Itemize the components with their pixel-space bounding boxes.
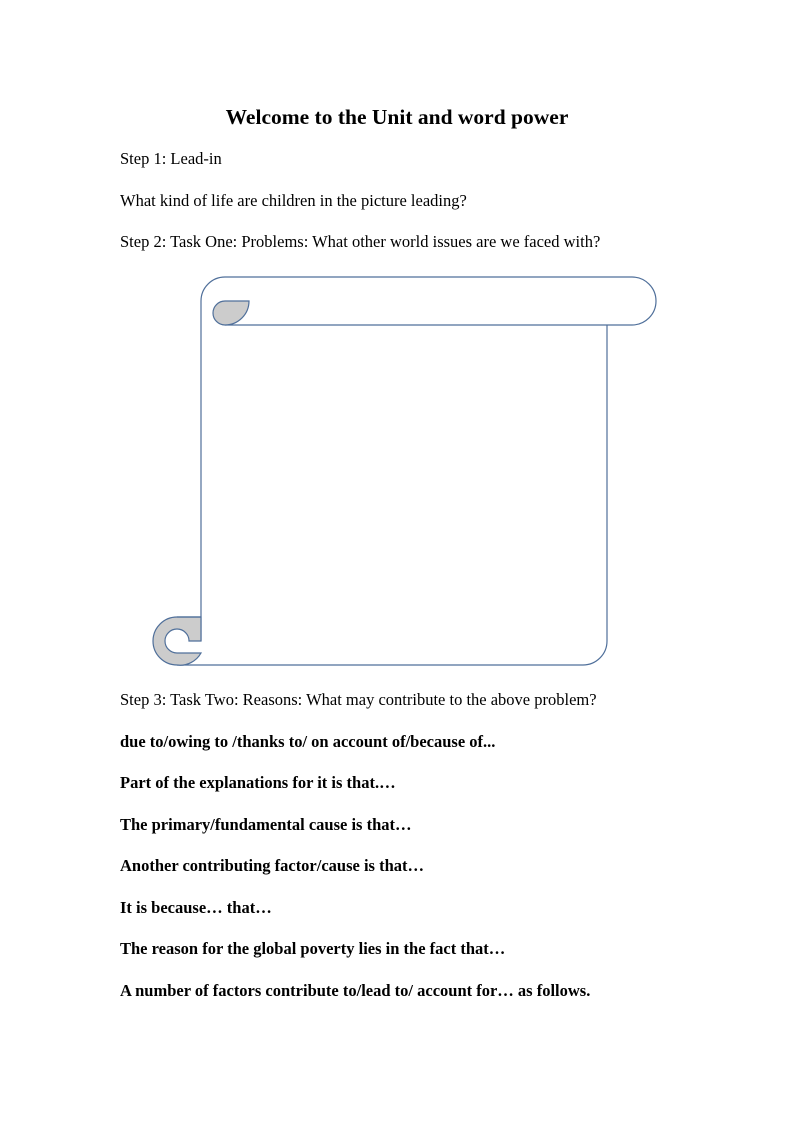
scroll-top-roll <box>225 277 656 325</box>
step1-question: What kind of life are children in the picture leading? <box>120 191 467 210</box>
step3-heading: Step 3: Task Two: Reasons: What may contribute to the above problem? <box>120 690 597 709</box>
phrase-item: A number of factors contribute to/lead to/ account for… as follows. <box>120 981 591 1000</box>
phrase-item: The reason for the global poverty lies in the fact that… <box>120 939 506 958</box>
phrase-item: Part of the explanations for it is that.… <box>120 773 396 792</box>
phrase-item: Another contributing factor/cause is that… <box>120 856 425 875</box>
scroll-right-edge <box>177 325 607 665</box>
scroll-top-curl <box>213 301 249 325</box>
phrase-item: The primary/fundamental cause is that… <box>120 815 412 834</box>
phrase-item: It is because… that… <box>120 898 272 917</box>
step2-heading: Step 2: Task One: Problems: What other world issues are we faced with? <box>120 232 601 251</box>
scroll-bottom-curl <box>153 617 201 665</box>
phrase-item: due to/owing to /thanks to/ on account of/because of... <box>120 732 496 751</box>
page-title: Welcome to the Unit and word power <box>225 105 569 129</box>
step1-heading: Step 1: Lead-in <box>120 149 222 168</box>
